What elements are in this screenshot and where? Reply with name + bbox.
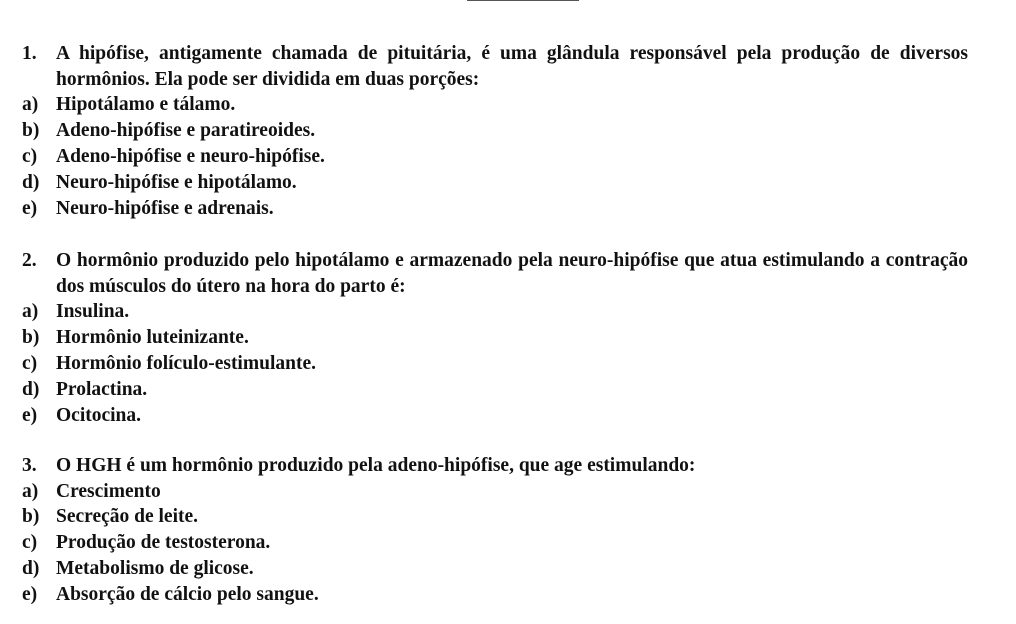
option-letter: b) xyxy=(22,326,40,348)
option-e xyxy=(22,403,968,429)
option-text: Crescimento xyxy=(56,480,161,502)
question-stem xyxy=(22,248,968,299)
option-letter: e) xyxy=(22,404,38,426)
options-list xyxy=(22,92,968,222)
option-text: Hipotálamo e tálamo. xyxy=(56,94,236,115)
option-c xyxy=(22,530,968,556)
option-text: Neuro-hipófise e hipotálamo. xyxy=(56,171,297,193)
question-text: O HGH é um hormônio produzido pela adeno-hipófise, que age estimulando: xyxy=(56,455,696,476)
option-letter: b) xyxy=(22,506,40,528)
option-text: Metabolismo de glicose. xyxy=(56,558,254,580)
option-text: Absorção de cálcio pelo sangue. xyxy=(56,584,319,606)
option-b xyxy=(22,504,968,530)
question-number: 2. xyxy=(22,250,37,271)
option-text: Prolactina. xyxy=(56,378,148,400)
question-stem xyxy=(22,453,968,479)
options-list xyxy=(22,299,968,429)
option-a xyxy=(22,299,968,325)
question-2 xyxy=(22,248,968,429)
option-letter: c) xyxy=(22,145,38,167)
option-d xyxy=(22,556,968,582)
question-number: 3. xyxy=(22,455,37,476)
top-divider-line xyxy=(467,0,579,1)
option-b xyxy=(22,118,968,144)
option-e xyxy=(22,196,968,222)
option-letter: a) xyxy=(22,301,39,322)
option-d xyxy=(22,377,968,403)
option-text: Ocitocina. xyxy=(56,404,142,426)
option-letter: b) xyxy=(22,119,40,141)
option-text: Produção de testosterona. xyxy=(56,532,271,554)
option-letter: a) xyxy=(22,94,39,115)
option-letter: d) xyxy=(22,558,40,580)
question-1 xyxy=(22,41,968,222)
option-d xyxy=(22,170,968,196)
question-text: O hormônio produzido pelo hipotálamo e armazenado pela neuro-hipófise que atua estimulando a contração dos músculos do útero na hora do parto é: xyxy=(56,250,968,297)
options-list xyxy=(22,479,968,609)
option-text: Neuro-hipófise e adrenais. xyxy=(56,197,274,219)
question-3 xyxy=(22,453,968,608)
question-number: 1. xyxy=(22,43,37,64)
option-letter: c) xyxy=(22,352,38,374)
option-letter: c) xyxy=(22,532,38,554)
option-letter: a) xyxy=(22,480,39,502)
option-letter: d) xyxy=(22,171,40,193)
option-letter: e) xyxy=(22,584,38,606)
question-stem xyxy=(22,41,968,92)
option-letter: d) xyxy=(22,378,40,400)
option-text: Hormônio luteinizante. xyxy=(56,326,249,348)
option-text: Insulina. xyxy=(56,301,130,322)
option-text: Hormônio folículo-estimulante. xyxy=(56,352,316,374)
option-text: Adeno-hipófise e paratireoides. xyxy=(56,119,316,141)
option-c xyxy=(22,144,968,170)
option-e xyxy=(22,582,968,608)
option-text: Secreção de leite. xyxy=(56,506,199,528)
option-b xyxy=(22,325,968,351)
question-text: A hipófise, antigamente chamada de pituitária, é uma glândula responsável pela produção de diversos hormônios. Ela pode ser dividida em duas porções: xyxy=(56,43,968,90)
option-letter: e) xyxy=(22,197,38,219)
option-a xyxy=(22,92,968,118)
option-text: Adeno-hipófise e neuro-hipófise. xyxy=(56,145,325,167)
option-c xyxy=(22,351,968,377)
option-a xyxy=(22,479,968,505)
